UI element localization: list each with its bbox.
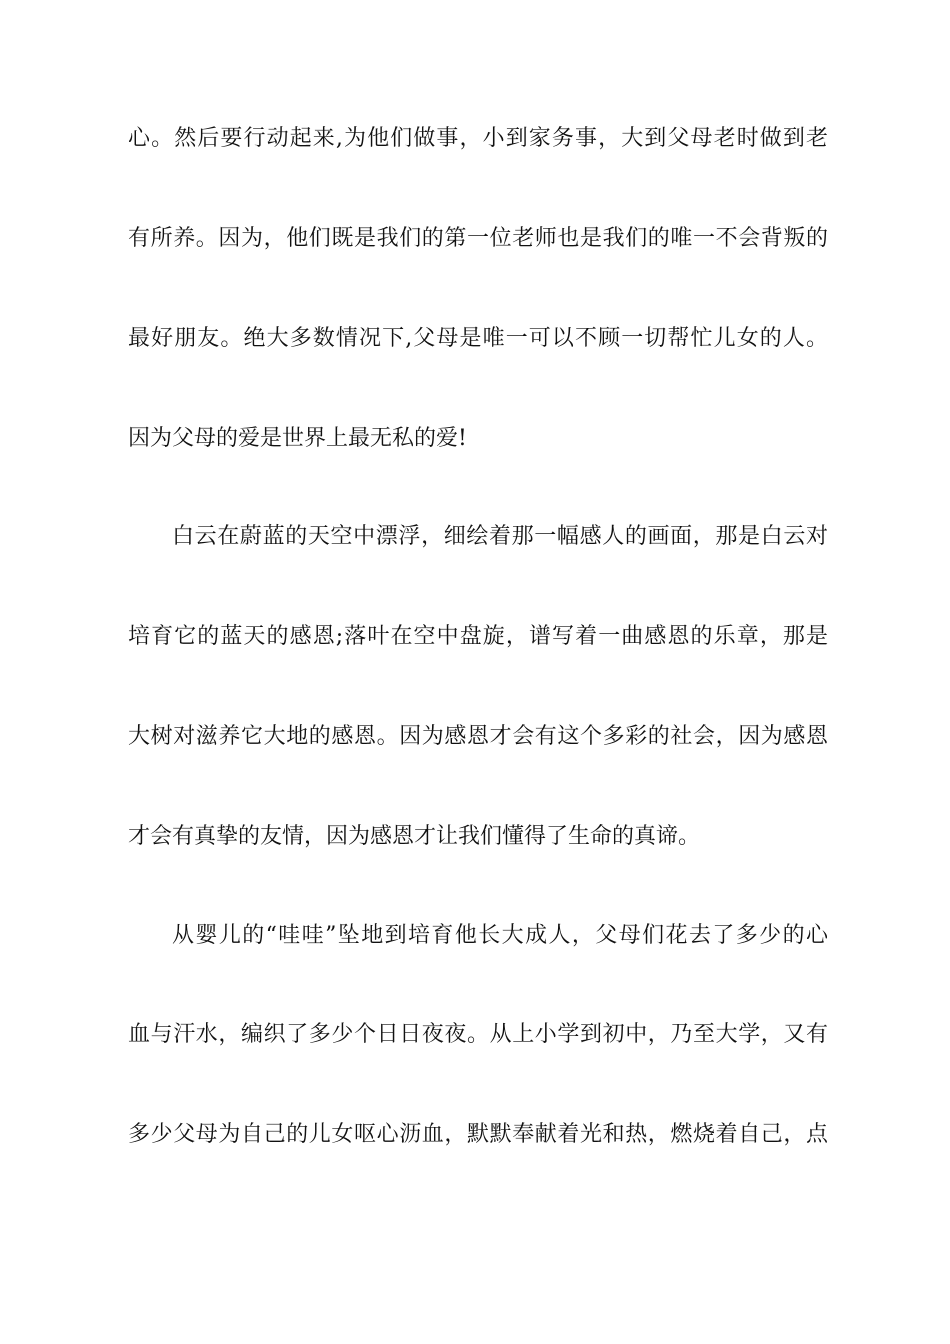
text-line: 血与汗水，编织了多少个日日夜夜。从上小学到初中，乃至大学，又有	[128, 1022, 828, 1047]
text-line: 心。然后要行动起来,为他们做事，小到家务事，大到父母老时做到老	[128, 126, 828, 151]
text-line: 最好朋友。绝大多数情况下,父母是唯一可以不顾一切帮忙儿女的人。	[128, 326, 828, 351]
text-line: 培育它的蓝天的感恩;落叶在空中盘旋，谱写着一曲感恩的乐章，那是	[128, 624, 828, 649]
text-line: 有所养。因为，他们既是我们的第一位老师也是我们的唯一不会背叛的	[128, 226, 828, 251]
text-line: 多少父母为自己的儿女呕心沥血，默默奉献着光和热，燃烧着自己，点	[128, 1122, 828, 1147]
paragraph-first-line: 从婴儿的“哇哇”坠地到培育他长大成人，父母们花去了多少的心	[172, 923, 828, 948]
text-line: 才会有真挚的友情，因为感恩才让我们懂得了生命的真谛。	[128, 824, 701, 849]
paragraph-first-line: 白云在蔚蓝的天空中漂浮，细绘着那一幅感人的画面，那是白云对	[172, 524, 828, 549]
text-line: 大树对滋养它大地的感恩。因为感恩才会有这个多彩的社会，因为感恩	[128, 724, 828, 749]
text-line: 因为父母的爱是世界上最无私的爱!	[128, 426, 467, 451]
